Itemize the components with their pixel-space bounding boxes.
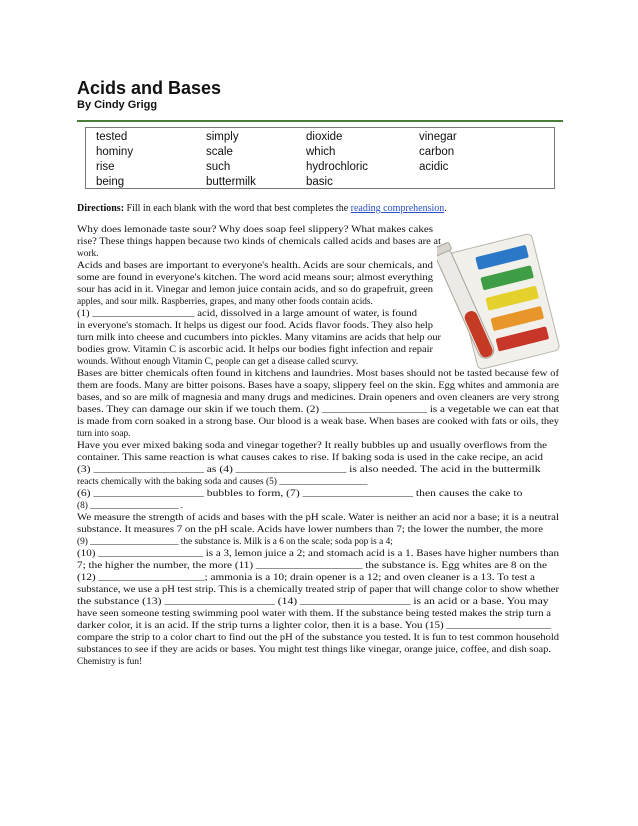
passage-line: sour has acid in it. Vinegar and lemon juice contain acids, and so do grapefruit, green	[77, 285, 433, 295]
passage-line: them are foods. Many are bitter poisons. Bases have a soapy, slippery feel on the skin. Egg whites and ammonia are	[77, 381, 560, 391]
word-bank-word: dioxide	[306, 131, 343, 143]
passage-line: We measure the strength of acids and bases with the pH scale. Water is neither an acid nor a base; it is a neutral	[77, 513, 560, 523]
passage-line: Acids and bases are important to everyone's health. Acids are sour chemicals, and	[77, 261, 434, 271]
passage-line: some are found in everyone's kitchen. The word acid means sour; almost everything	[77, 273, 433, 283]
word-bank-word: basic	[306, 176, 333, 188]
passage-line: (12) ___________________; ammonia is a 10; drain opener is a 12; and oven cleaner is a 13. To test a	[77, 573, 535, 583]
word-bank-word: which	[306, 146, 336, 158]
passage-line: (8) ___________________ .	[77, 501, 184, 511]
word-bank-table	[85, 127, 555, 189]
author-byline: By Cindy Grigg	[77, 99, 158, 111]
directions-line	[77, 203, 563, 214]
word-bank-word: rise	[96, 161, 115, 173]
passage-line: is made from corn soaked in a strong base. Our blood is a weak base. When bases are cooked with fats or oils, they	[77, 417, 560, 427]
passage-line: have seen someone testing swimming pool water with them. If the substance being tested makes the strip turn a	[77, 609, 551, 619]
word-bank-word: hominy	[96, 146, 134, 158]
word-bank-word: such	[206, 161, 231, 173]
passage-line: bodies grow. Vitamin C is ascorbic acid. It helps our bodies fight infection and repair	[77, 345, 433, 355]
passage-line: (9) ___________________ the substance is. Milk is a 6 on the scale; soda pop is a 4;	[77, 537, 393, 547]
passage-line: turn into soap.	[77, 429, 131, 439]
passage-line: compare the strip to a color chart to find out the pH of the substance you tested. It is fun to test common household	[77, 633, 559, 643]
passage-line: Bases are bitter chemicals often found in kitchens and laundries. Most bases should not be tasted because few of	[77, 369, 560, 379]
passage-line: bases. They can damage our skin if we touch them. (2) ___________________ is a vegetable we can eat that	[77, 405, 559, 415]
passage-line: rise? These things happen because two kinds of chemicals called acids and bases are at	[77, 237, 442, 247]
word-bank-word: scale	[206, 146, 233, 158]
passage-line: (6) ___________________ bubbles to form, (7) ___________________ then causes the cake to	[77, 489, 523, 499]
directions-text: Fill in each blank with the word that best completes the	[124, 203, 351, 214]
directions-label: Directions:	[77, 203, 125, 214]
word-bank-word: hydrochloric	[306, 161, 368, 173]
page-title: Acids and Bases	[77, 78, 222, 98]
passage-line: the substance (13) ___________________ (14) ___________________ is an acid or a base. You may	[77, 597, 549, 607]
passage-line: substance. It measures 7 on the pH scale. Acids have lower numbers than 7; the lower the number, the more	[77, 525, 544, 535]
passage-line: Why does lemonade taste sour? Why does soap feel slippery? What makes cakes	[77, 225, 434, 235]
passage-line: bases, and so are milk of magnesia and many drugs and medicines. Drain openers and oven cleaners are very strong	[77, 393, 560, 403]
word-bank-word: vinegar	[419, 131, 457, 143]
word-bank-word: carbon	[419, 146, 455, 158]
passage-line: Have you ever mixed baking soda and vinegar together? It really bubbles up and usually overflows from the	[77, 441, 547, 451]
word-bank-word: being	[96, 176, 125, 188]
passage-line: (10) ___________________ is a 3, lemon juice a 2; and stomach acid is a 1. Bases have higher numbers than	[77, 549, 560, 559]
word-bank-word: acidic	[419, 161, 449, 173]
word-bank-word: tested	[96, 131, 128, 143]
passage-line: (3) ___________________ as (4) ___________________ is also needed. The acid in the buttermilk	[77, 465, 541, 475]
word-bank-word: buttermilk	[206, 176, 256, 188]
passage-line: Chemistry is fun!	[77, 657, 143, 667]
directions-end: .	[444, 203, 447, 214]
ph-test-strip-chart-icon	[437, 229, 561, 377]
passage-line: turn milk into cheese and cucumbers into pickles. Many vitamins are acids that help our	[77, 333, 441, 343]
passage-line: reacts chemically with the baking soda and causes (5) ___________________	[77, 477, 368, 487]
passage-line: work.	[77, 249, 99, 259]
passage-line: substances to see if they are acids or bases. You might test things like vinegar, orange juice, coffee, and dish soap.	[77, 645, 552, 655]
passage-line: 7; the higher the number, the more (11) ___________________ the substance is. Egg whites are 8 on the	[77, 561, 547, 571]
passage-line: in everyone's stomach. It helps us digest our food. Acids flavor foods. They also help	[77, 321, 434, 331]
reading-comprehension-link[interactable]: reading comprehension	[350, 203, 445, 214]
passage-line: substance, we use a pH test strip. This is a chemically treated strip of paper that will change color to show whether	[77, 585, 559, 595]
word-bank-word: simply	[206, 131, 239, 143]
title-divider	[77, 120, 563, 122]
passage-line: (1) ___________________ acid, dissolved in a large amount of water, is found	[77, 309, 417, 319]
passage-line: darker color, it is an acid. If the strip turns a lighter color, then it is a base. You (15) ___________________	[77, 621, 552, 631]
passage-line: container. This same reaction is what causes cakes to rise. If baking soda is used in the cake recipe, an acid	[77, 453, 544, 463]
passage-line: wounds. Without enough Vitamin C, people can get a disease called scurvy.	[77, 357, 359, 367]
passage-line: apples, and sour milk. Raspberries, grapes, and many other foods contain acids.	[77, 297, 373, 307]
